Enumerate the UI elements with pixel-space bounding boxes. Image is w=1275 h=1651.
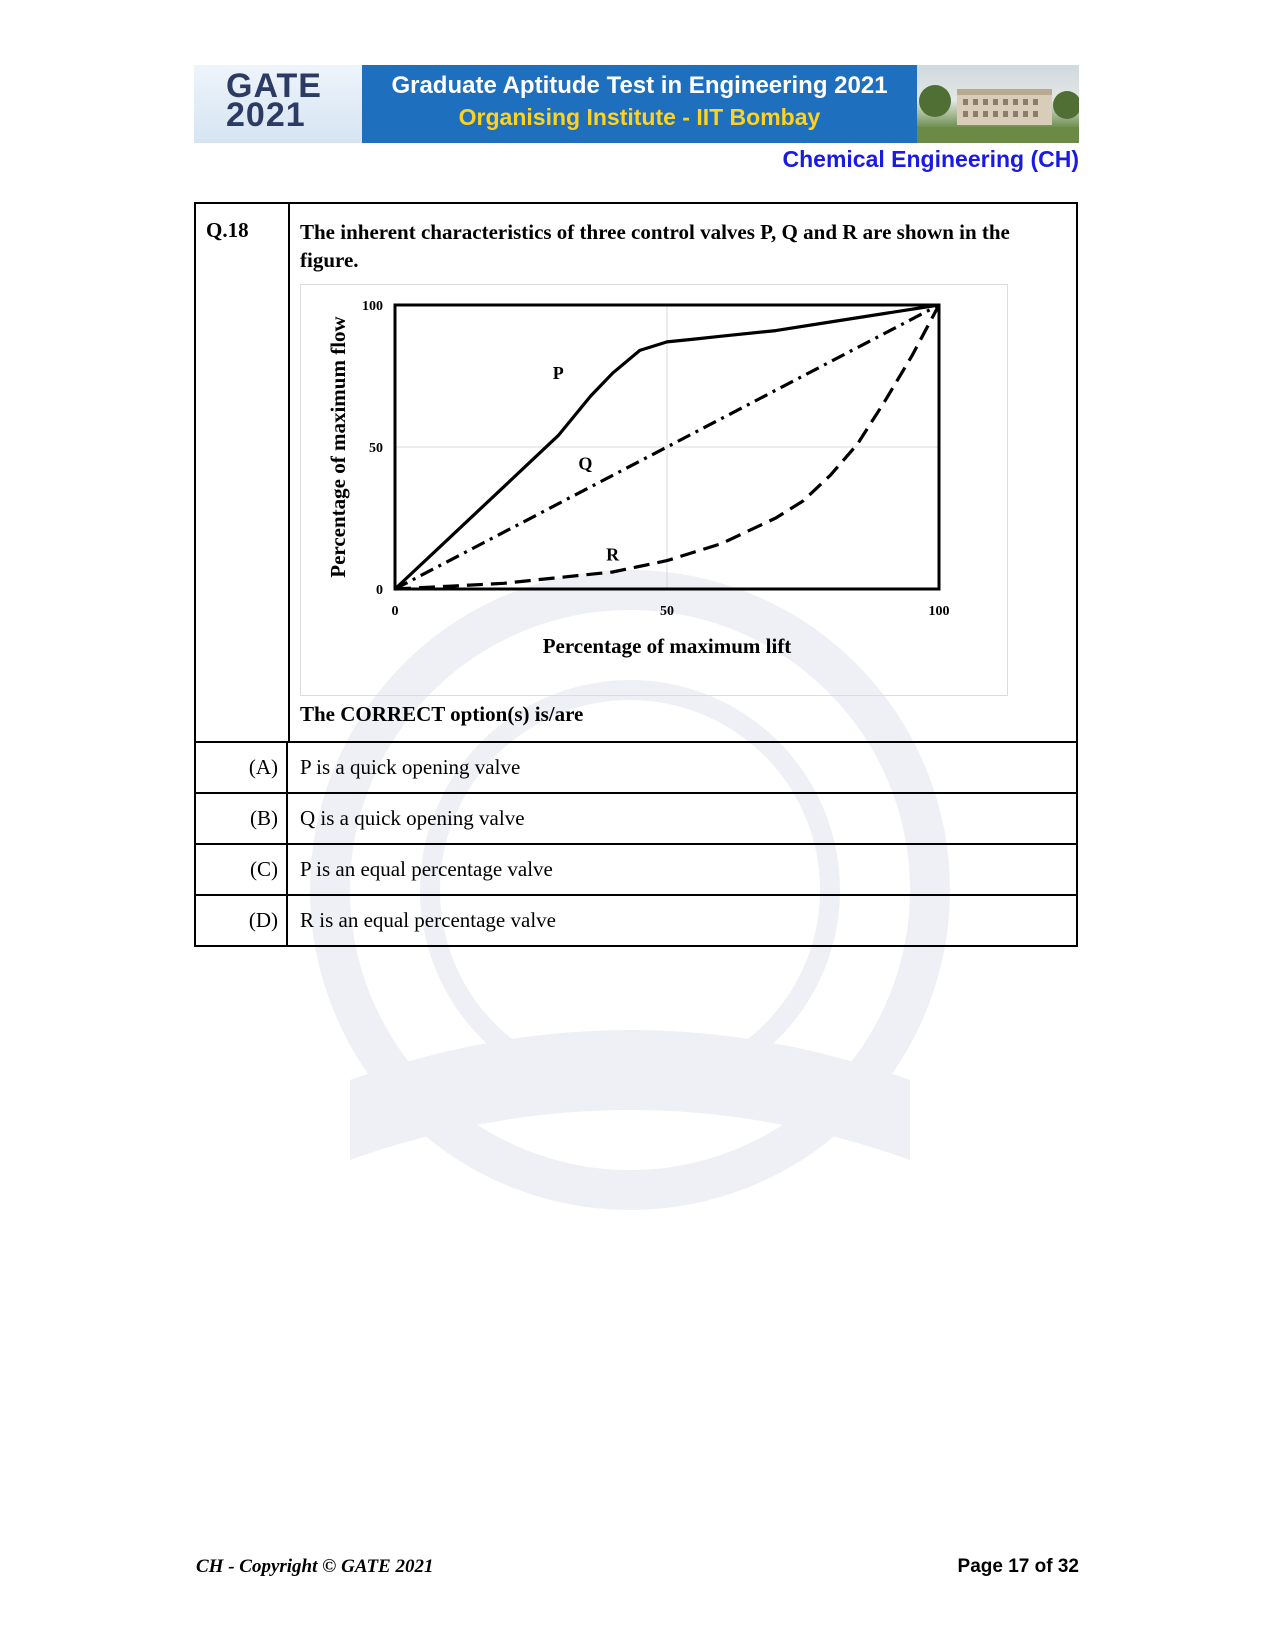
logo-word: GATE bbox=[226, 67, 322, 105]
y-tick-label: 100 bbox=[362, 299, 383, 314]
y-tick-label: 50 bbox=[369, 441, 383, 456]
question-table bbox=[194, 202, 1078, 947]
option-key: (A) bbox=[196, 743, 288, 792]
organiser-title: Organising Institute - IIT Bombay bbox=[458, 104, 821, 130]
option-text: Q is a quick opening valve bbox=[300, 806, 525, 830]
question-row bbox=[196, 204, 1076, 743]
logo-year: 2021 bbox=[226, 96, 306, 134]
y-axis-label: Percentage of maximum flow bbox=[326, 316, 350, 578]
curve-label-q: Q bbox=[578, 453, 593, 474]
subject-title: Chemical Engineering (CH) bbox=[782, 146, 1079, 172]
footer-page-number: Page 17 of 32 bbox=[957, 1556, 1079, 1577]
option-key: (C) bbox=[196, 845, 288, 894]
exam-title: Graduate Aptitude Test in Engineering 2021 bbox=[391, 72, 888, 99]
option-key: (B) bbox=[196, 794, 288, 843]
option-text: P is a quick opening valve bbox=[300, 755, 521, 779]
valve-characteristics-chart bbox=[300, 284, 1008, 696]
question-number: Q.18 bbox=[206, 218, 249, 242]
question-body bbox=[300, 218, 1070, 274]
option-text: P is an equal percentage valve bbox=[300, 857, 553, 881]
question-stem: The inherent characteristics of three control valves P, Q and R are shown in the figure. bbox=[300, 220, 1010, 272]
option-row-b[interactable] bbox=[196, 794, 1076, 845]
option-key: (D) bbox=[196, 896, 288, 945]
x-tick-label: 50 bbox=[660, 604, 674, 619]
question-prompt: The CORRECT option(s) is/are bbox=[300, 702, 584, 726]
option-text: R is an equal percentage valve bbox=[300, 908, 556, 932]
chart-svg bbox=[301, 285, 1007, 695]
x-axis-label: Percentage of maximum lift bbox=[542, 634, 792, 658]
option-row-a[interactable] bbox=[196, 743, 1076, 794]
question-number-cell bbox=[196, 204, 290, 741]
option-row-d[interactable] bbox=[196, 896, 1076, 945]
curve-label-p: P bbox=[552, 362, 564, 383]
x-tick-label: 0 bbox=[391, 604, 399, 619]
footer-copyright: CH - Copyright © GATE 2021 bbox=[196, 1556, 434, 1577]
option-row-c[interactable] bbox=[196, 845, 1076, 896]
y-tick-label: 0 bbox=[376, 583, 383, 598]
banner-title bbox=[362, 65, 917, 143]
header-banner bbox=[194, 65, 1079, 143]
gate-logo bbox=[194, 65, 362, 143]
curve-label-r: R bbox=[606, 544, 620, 565]
x-tick-label: 100 bbox=[928, 604, 950, 619]
institute-photo bbox=[917, 65, 1079, 143]
